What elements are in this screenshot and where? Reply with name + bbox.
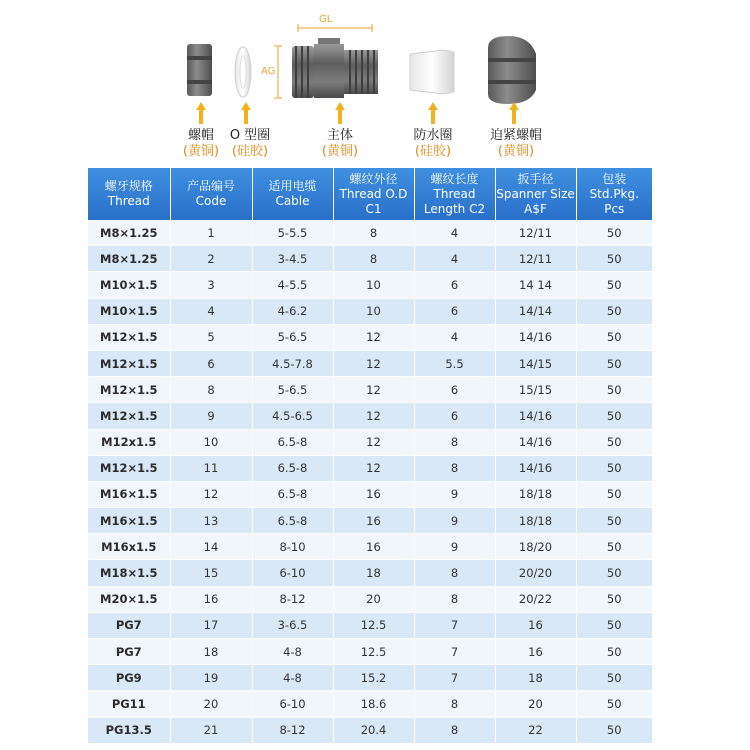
- cell-thread-od: 15.2: [333, 665, 414, 691]
- dome-nut-part: [488, 36, 536, 104]
- cell-cable: 6-10: [252, 560, 333, 586]
- cell-thread-length: 9: [414, 534, 495, 560]
- header-line-en: Thread: [107, 194, 150, 208]
- cell-thread-od: 12: [333, 377, 414, 403]
- cell-code: 4: [170, 298, 252, 324]
- cell-thread-od: 12.5: [333, 639, 414, 665]
- header-line-cn: 螺牙规格: [104, 179, 153, 193]
- cell-cable: 4-6.2: [252, 298, 333, 324]
- dimension-ag-label: AG: [261, 66, 276, 77]
- cell-thread: PG7: [88, 639, 170, 665]
- header-thread-length: [414, 168, 495, 220]
- header-code: [170, 168, 252, 220]
- part-name: 防水圈: [413, 128, 453, 143]
- table-row: [88, 534, 652, 560]
- cell-code: 2: [170, 246, 252, 272]
- cell-cable: 6.5-8: [252, 455, 333, 481]
- cell-spanner-size: 12/11: [495, 246, 576, 272]
- cell-thread-od: 12: [333, 429, 414, 455]
- table-row: [88, 377, 652, 403]
- cell-thread: M16×1.5: [88, 508, 170, 534]
- cell-spanner-size: 15/15: [495, 377, 576, 403]
- cell-code: 3: [170, 272, 252, 298]
- table-row: [88, 612, 652, 638]
- header-cable: [252, 168, 333, 220]
- cell-code: 1: [170, 220, 252, 246]
- cell-std-pkg: 50: [576, 455, 652, 481]
- cell-cable: 4.5-6.5: [252, 403, 333, 429]
- header-line-en2: Length C2: [423, 201, 486, 216]
- cell-thread: M18×1.5: [88, 560, 170, 586]
- cell-thread-od: 20.4: [333, 717, 414, 743]
- table-row: [88, 639, 652, 665]
- cell-thread-od: 12: [333, 403, 414, 429]
- cell-thread-length: 9: [414, 508, 495, 534]
- header-line-cn: 适用电缆: [268, 179, 317, 193]
- cell-thread-length: 8: [414, 560, 495, 586]
- cell-spanner-size: 18/18: [495, 481, 576, 507]
- cell-spanner-size: 16: [495, 639, 576, 665]
- header-line-en2: Pcs: [604, 201, 625, 216]
- cell-thread-length: 8: [414, 691, 495, 717]
- cell-code: 17: [170, 612, 252, 638]
- cell-thread: PG11: [88, 691, 170, 717]
- nut-part: [187, 44, 212, 96]
- part-label-seal: [400, 128, 466, 160]
- cell-std-pkg: 50: [576, 560, 652, 586]
- cell-code: 12: [170, 481, 252, 507]
- table-row: [88, 455, 652, 481]
- part-material: (黄铜): [321, 144, 359, 159]
- cell-code: 5: [170, 324, 252, 350]
- cell-thread-length: 6: [414, 377, 495, 403]
- header-line-en: Cable: [275, 194, 310, 208]
- dimension-gl-label: GL: [319, 14, 333, 25]
- cell-spanner-size: 20/22: [495, 586, 576, 612]
- cell-thread-length: 6: [414, 298, 495, 324]
- part-material: (黄铜): [182, 144, 220, 159]
- cell-thread-length: 7: [414, 612, 495, 638]
- cell-std-pkg: 50: [576, 298, 652, 324]
- cell-code: 10: [170, 429, 252, 455]
- cell-thread-length: 8: [414, 586, 495, 612]
- cell-thread: M12×1.5: [88, 350, 170, 376]
- cell-thread: M12x1.5: [88, 429, 170, 455]
- table-row: [88, 220, 652, 246]
- spec-table: [88, 168, 652, 744]
- header-thread: [88, 168, 170, 220]
- cell-thread-od: 12: [333, 350, 414, 376]
- table-row: [88, 350, 652, 376]
- cell-cable: 6.5-8: [252, 508, 333, 534]
- parts-diagram: [0, 0, 750, 166]
- cell-thread-length: 4: [414, 246, 495, 272]
- cell-cable: 4.5-7.8: [252, 350, 333, 376]
- table-row: [88, 586, 652, 612]
- cell-thread-od: 16: [333, 534, 414, 560]
- cell-std-pkg: 50: [576, 508, 652, 534]
- cell-thread: M10×1.5: [88, 298, 170, 324]
- cell-std-pkg: 50: [576, 665, 652, 691]
- cell-code: 18: [170, 639, 252, 665]
- cell-code: 6: [170, 350, 252, 376]
- table-row: [88, 717, 652, 743]
- header-line-cn: 产品编号: [186, 179, 235, 193]
- part-name: 螺帽: [187, 128, 214, 143]
- table-row: [88, 560, 652, 586]
- cell-thread-od: 10: [333, 298, 414, 324]
- cell-thread: M12×1.5: [88, 324, 170, 350]
- cell-thread: M8×1.25: [88, 246, 170, 272]
- cell-thread-length: 8: [414, 455, 495, 481]
- cell-thread-length: 8: [414, 717, 495, 743]
- o-ring-part: [235, 47, 251, 97]
- header-line-cn: 螺纹外径: [349, 171, 398, 186]
- header-spanner-size: [495, 168, 576, 220]
- cell-thread-od: 12: [333, 455, 414, 481]
- cell-std-pkg: 50: [576, 324, 652, 350]
- cell-thread: M8×1.25: [88, 220, 170, 246]
- cell-spanner-size: 22: [495, 717, 576, 743]
- cell-thread-length: 5.5: [414, 350, 495, 376]
- cell-cable: 3-4.5: [252, 246, 333, 272]
- cell-thread-length: 4: [414, 324, 495, 350]
- cell-thread: PG13.5: [88, 717, 170, 743]
- cell-std-pkg: 50: [576, 586, 652, 612]
- cell-thread-length: 6: [414, 272, 495, 298]
- cell-std-pkg: 50: [576, 717, 652, 743]
- cell-std-pkg: 50: [576, 246, 652, 272]
- cell-spanner-size: 14/16: [495, 429, 576, 455]
- cell-std-pkg: 50: [576, 272, 652, 298]
- header-line-en2: C1: [365, 201, 382, 216]
- cell-thread-length: 7: [414, 665, 495, 691]
- table-row: [88, 665, 652, 691]
- header-line-en: Thread: [433, 186, 476, 201]
- cell-std-pkg: 50: [576, 377, 652, 403]
- cell-cable: 6-10: [252, 691, 333, 717]
- cell-spanner-size: 18/20: [495, 534, 576, 560]
- cell-cable: 4-8: [252, 639, 333, 665]
- cell-thread-length: 9: [414, 481, 495, 507]
- cell-std-pkg: 50: [576, 429, 652, 455]
- cell-thread: M12×1.5: [88, 377, 170, 403]
- table-row: [88, 429, 652, 455]
- cell-spanner-size: 14 14: [495, 272, 576, 298]
- cell-code: 13: [170, 508, 252, 534]
- header-line-en: Std.Pkg.: [589, 186, 639, 201]
- header-line-cn: 螺纹长度: [430, 171, 479, 186]
- part-label-o-ring: [217, 128, 283, 160]
- cell-spanner-size: 18: [495, 665, 576, 691]
- cell-thread: M16x1.5: [88, 534, 170, 560]
- part-name: 迫紧螺帽: [489, 128, 542, 143]
- cell-spanner-size: 14/16: [495, 455, 576, 481]
- cell-thread-length: 7: [414, 639, 495, 665]
- cell-thread-od: 16: [333, 508, 414, 534]
- cell-thread-od: 18: [333, 560, 414, 586]
- cell-code: 20: [170, 691, 252, 717]
- cell-std-pkg: 50: [576, 691, 652, 717]
- cell-cable: 8-12: [252, 717, 333, 743]
- table-body: [88, 220, 652, 743]
- cell-std-pkg: 50: [576, 481, 652, 507]
- header-line-cn: 包装: [602, 171, 627, 186]
- part-material: (黄铜): [497, 144, 535, 159]
- cell-thread-od: 16: [333, 481, 414, 507]
- header-line-cn: 扳手径: [517, 171, 554, 186]
- cell-thread-length: 8: [414, 429, 495, 455]
- table-row: [88, 691, 652, 717]
- seal-part: [410, 50, 454, 94]
- cell-std-pkg: 50: [576, 639, 652, 665]
- cell-cable: 3-6.5: [252, 612, 333, 638]
- cell-thread: M10×1.5: [88, 272, 170, 298]
- part-material: (硅胶): [414, 144, 452, 159]
- cell-thread-od: 12: [333, 324, 414, 350]
- table-row: [88, 481, 652, 507]
- cell-std-pkg: 50: [576, 403, 652, 429]
- table-row: [88, 403, 652, 429]
- cell-cable: 8-12: [252, 586, 333, 612]
- cell-spanner-size: 16: [495, 612, 576, 638]
- cell-spanner-size: 14/16: [495, 403, 576, 429]
- cell-cable: 4-5.5: [252, 272, 333, 298]
- table-row: [88, 508, 652, 534]
- cell-std-pkg: 50: [576, 220, 652, 246]
- cell-thread-length: 6: [414, 403, 495, 429]
- header-line-en2: A$F: [524, 201, 547, 216]
- part-label-body: [310, 128, 370, 160]
- cell-cable: 4-8: [252, 665, 333, 691]
- cell-spanner-size: 14/15: [495, 350, 576, 376]
- cell-spanner-size: 12/11: [495, 220, 576, 246]
- cell-thread: PG9: [88, 665, 170, 691]
- cell-spanner-size: 18/18: [495, 508, 576, 534]
- cell-code: 8: [170, 377, 252, 403]
- cell-std-pkg: 50: [576, 612, 652, 638]
- cell-thread-od: 8: [333, 246, 414, 272]
- cell-thread: M20×1.5: [88, 586, 170, 612]
- part-name: O 型圈: [229, 128, 271, 143]
- cell-code: 21: [170, 717, 252, 743]
- header-thread-od: [333, 168, 414, 220]
- cell-thread: M12×1.5: [88, 403, 170, 429]
- table-header-row: [88, 168, 652, 220]
- cell-thread-length: 4: [414, 220, 495, 246]
- parts-illustration: [0, 0, 750, 110]
- cell-cable: 5-5.5: [252, 220, 333, 246]
- table-row: [88, 324, 652, 350]
- cell-code: 16: [170, 586, 252, 612]
- cell-thread: M12×1.5: [88, 455, 170, 481]
- body-part: [274, 24, 378, 98]
- table-row: [88, 246, 652, 272]
- cell-spanner-size: 20: [495, 691, 576, 717]
- cell-thread-od: 8: [333, 220, 414, 246]
- cell-code: 15: [170, 560, 252, 586]
- cell-thread-od: 20: [333, 586, 414, 612]
- cell-thread-od: 18.6: [333, 691, 414, 717]
- cell-spanner-size: 20/20: [495, 560, 576, 586]
- cell-thread: M16×1.5: [88, 481, 170, 507]
- part-material: (硅胶): [231, 144, 269, 159]
- cell-std-pkg: 50: [576, 350, 652, 376]
- cell-thread: PG7: [88, 612, 170, 638]
- header-line-en: Spanner Size: [496, 186, 575, 201]
- header-line-en: Code: [195, 194, 227, 208]
- part-label-dome-nut: [474, 128, 558, 160]
- cell-code: 19: [170, 665, 252, 691]
- cell-cable: 5-6.5: [252, 377, 333, 403]
- cell-cable: 5-6.5: [252, 324, 333, 350]
- cell-code: 14: [170, 534, 252, 560]
- cell-std-pkg: 50: [576, 534, 652, 560]
- header-line-en: Thread O.D: [339, 186, 408, 201]
- cell-cable: 6.5-8: [252, 481, 333, 507]
- cell-code: 11: [170, 455, 252, 481]
- cell-thread-od: 12.5: [333, 612, 414, 638]
- part-name: 主体: [326, 128, 353, 143]
- cell-spanner-size: 14/14: [495, 298, 576, 324]
- header-std-pkg: [576, 168, 652, 220]
- table-row: [88, 298, 652, 324]
- table-row: [88, 272, 652, 298]
- cell-thread-od: 10: [333, 272, 414, 298]
- cell-code: 9: [170, 403, 252, 429]
- cell-cable: 8-10: [252, 534, 333, 560]
- cell-cable: 6.5-8: [252, 429, 333, 455]
- cell-spanner-size: 14/16: [495, 324, 576, 350]
